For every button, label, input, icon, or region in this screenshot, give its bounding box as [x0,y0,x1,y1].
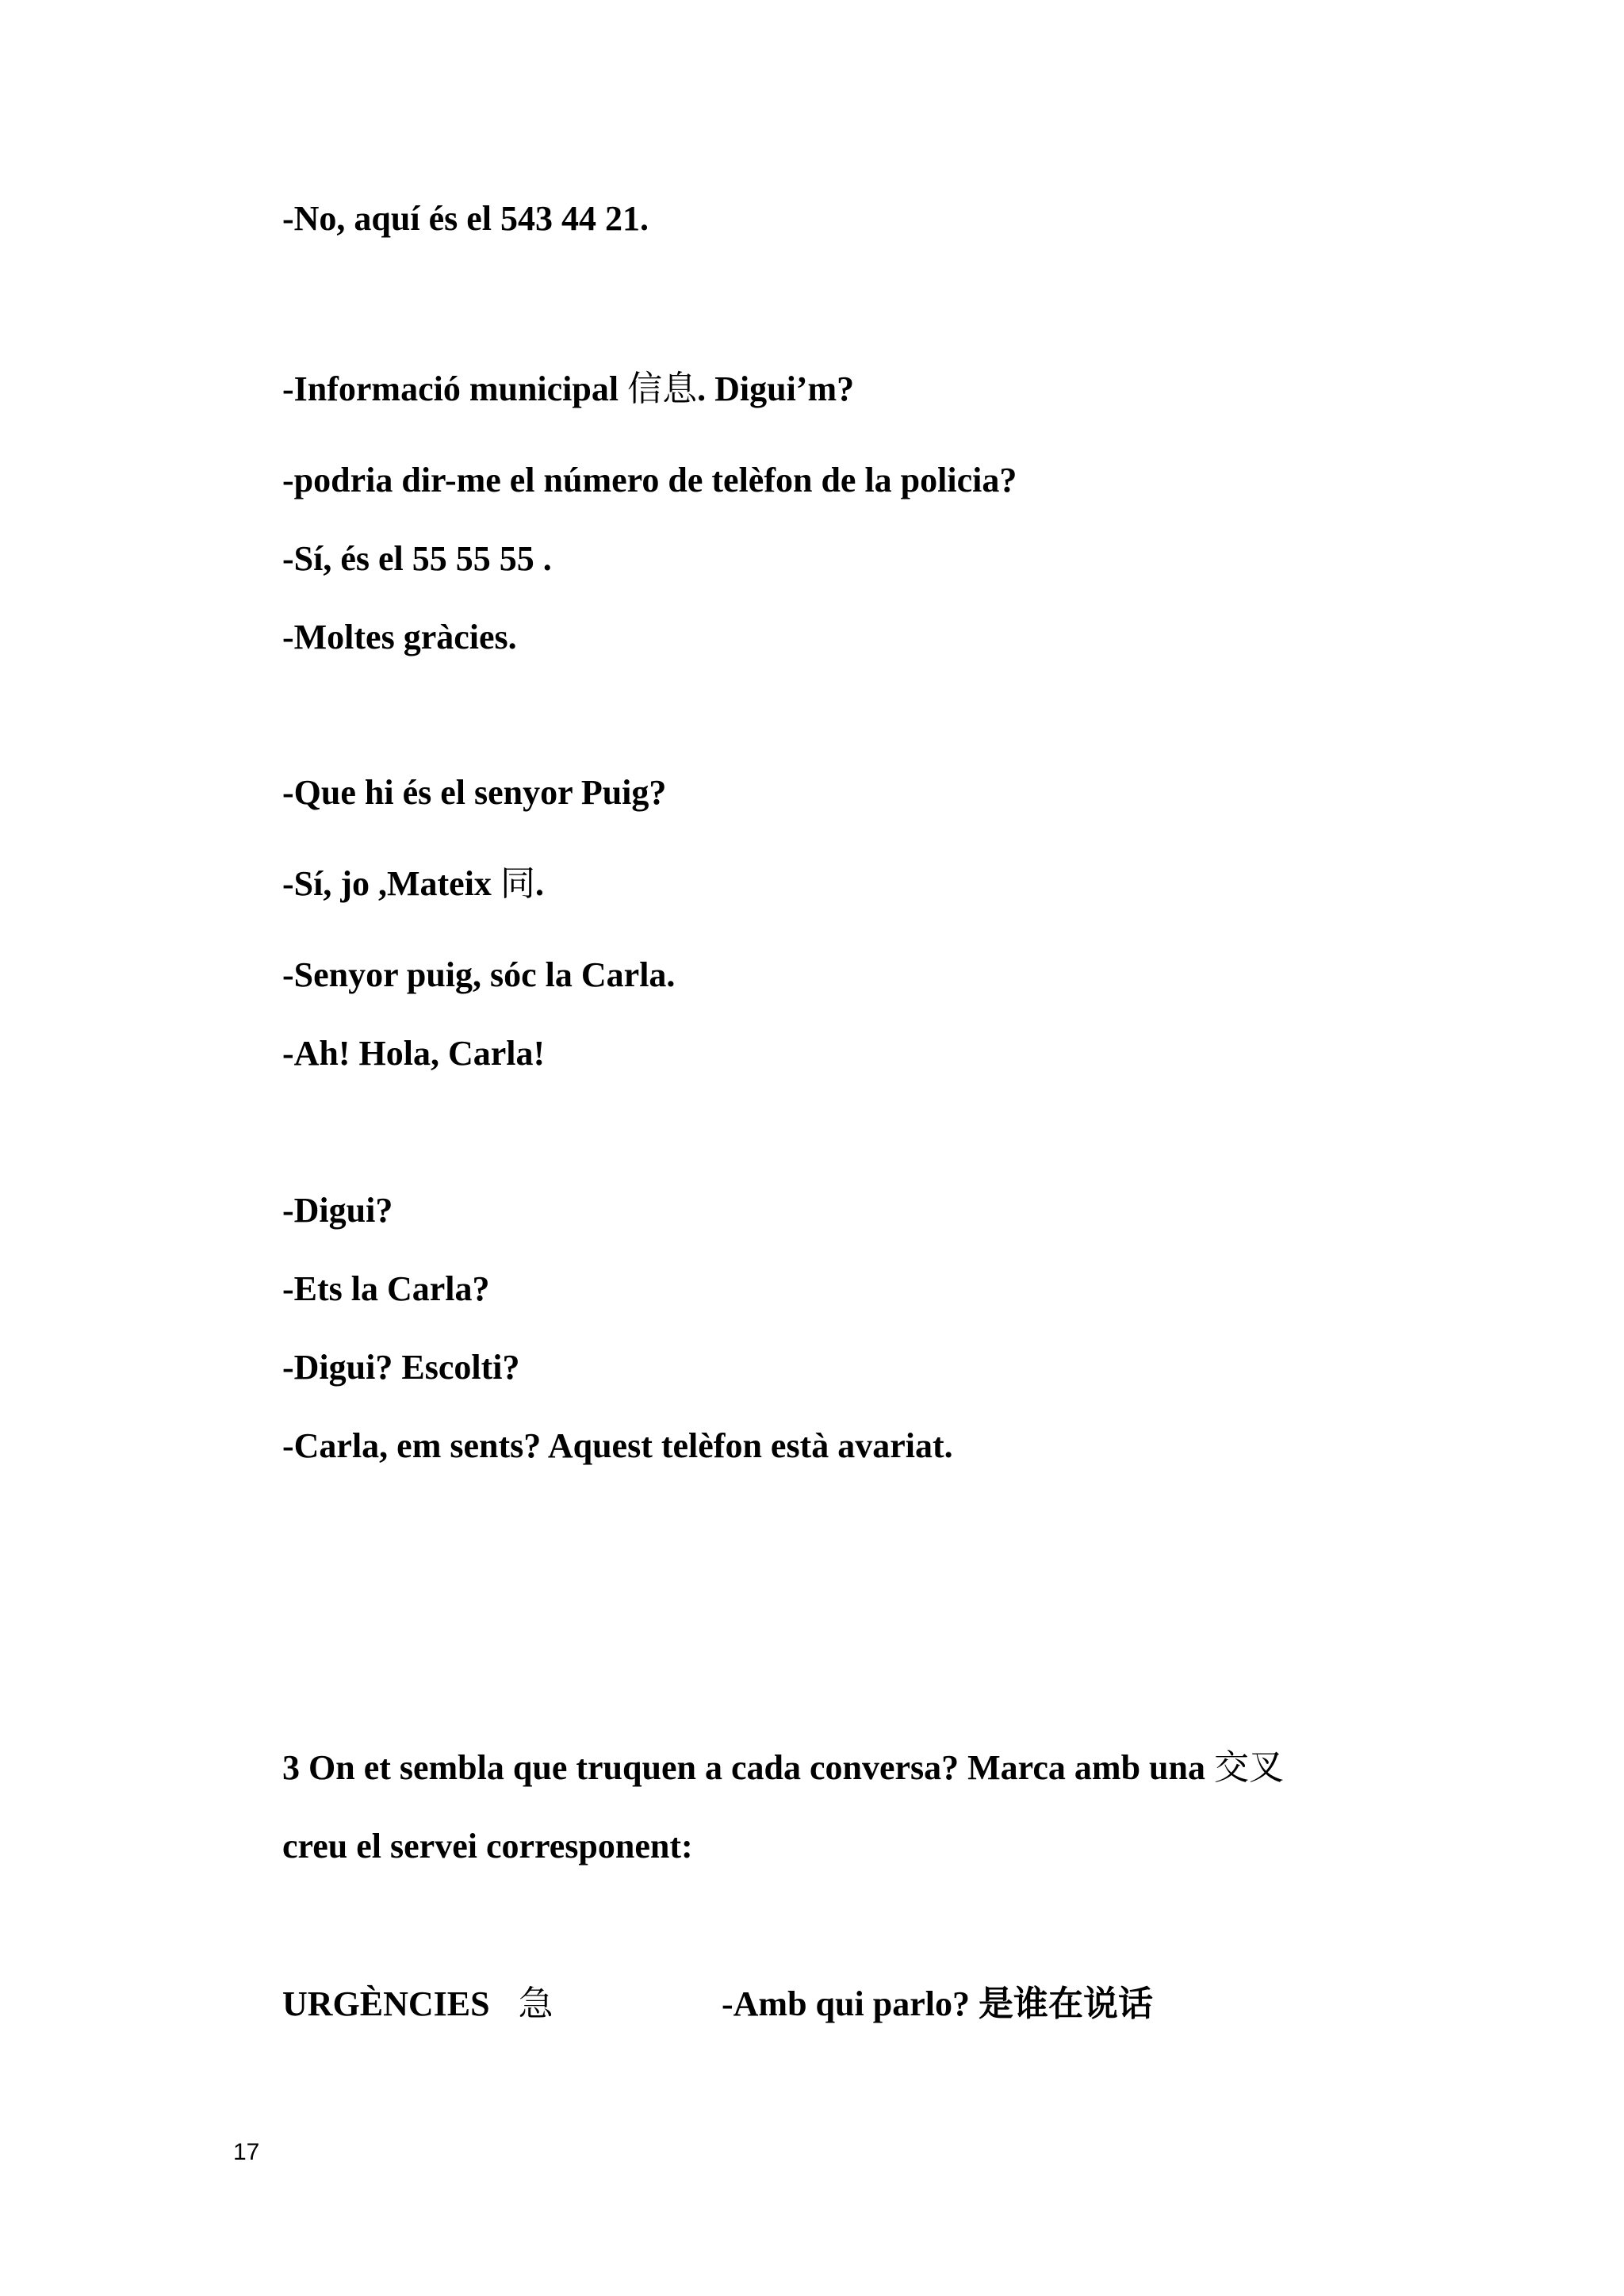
dialogue-2-line-1-text-b: . Digui’m? [697,369,855,408]
dialogue-2-line-1-text-a: -Informació municipal [282,369,628,408]
service-label [282,1984,553,2024]
service-cjk: 急 [518,1984,553,2024]
exercise-3-instruction-line-2: creu el servei corresponent: [282,1827,693,1866]
dialogue-3-line-2-cjk: 同 [500,863,535,904]
dialogue-1-line-1: -No, aquí és el 543 44 21. [282,199,649,238]
page-number: 17 [233,2139,260,2165]
service-name: URGÈNCIES [282,1984,490,2023]
exercise-3-cjk: 交叉 [1213,1747,1284,1788]
exercise-3-instruction-line-1 [282,1747,1284,1788]
dialogue-4-line-1: -Digui? [282,1191,393,1230]
dialogue-3-line-4: -Ah! Hola, Carla! [282,1034,546,1073]
dialogue-2-line-2: -podria dir-me el número de telèfon de la policia? [282,461,1017,499]
dialogue-4-line-3: -Digui? Escolti? [282,1348,520,1387]
dialogue-3-line-1: -Que hi és el senyor Puig? [282,773,667,812]
dialogue-2-line-4: -Moltes gràcies. [282,618,517,656]
dialogue-2-line-1-cjk: 信息 [627,369,698,409]
dialogue-3-line-2-text-a: -Sí, jo ,Mateix [282,864,500,903]
dialogue-2-line-1 [282,369,855,409]
service-phrase-cjk: 是谁在说话 [978,1984,1153,2024]
service-phrase-text: -Amb qui parlo? [722,1984,979,2023]
dialogue-4-line-2: -Ets la Carla? [282,1269,490,1308]
dialogue-3-line-2 [282,863,544,904]
dialogue-4-line-4: -Carla, em sents? Aquest telèfon està avariat. [282,1426,953,1465]
dialogue-3-line-3: -Senyor puig, sóc la Carla. [282,955,676,994]
exercise-3-text-a: 3 On et sembla que truquen a cada conversa? Marca amb una [282,1748,1214,1787]
dialogue-2-line-3: -Sí, és el 55 55 55 . [282,539,552,578]
dialogue-3-line-2-text-b: . [534,864,544,903]
service-phrase [722,1984,1153,2024]
